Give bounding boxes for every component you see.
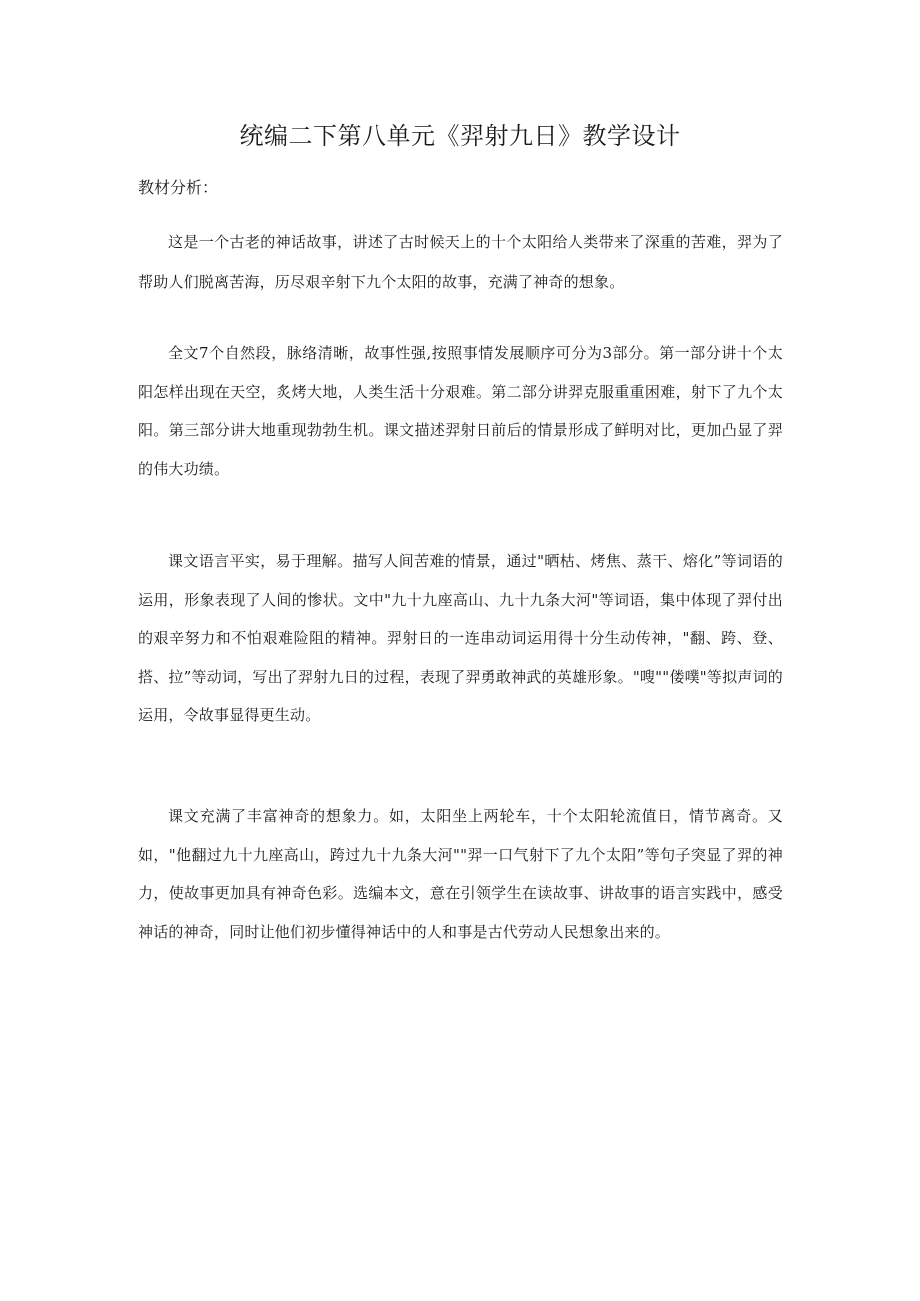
paragraph-4: 课文充满了丰富神奇的想象力。如，太阳坐上两轮车，十个太阳轮流值日，情节离奇。又如，"他翻过九十九座高山，跨过九十九条大河""羿一口气射下了九个太阳”等句子突显了羿的神力，使故事更加具有神奇色彩。选编本文，意在引领学生在读故事、讲故事的语言实践中，感受神话的神奇，同时让他们初步懂得神话中的人和事是古代劳动人民想象出来的。 bbox=[138, 807, 783, 941]
paragraph-1: 这是一个古老的神话故事，讲述了古时候天上的十个太阳给人类带来了深重的苦难，羿为了帮助人们脱离苦海，历尽艰辛射下九个太阳的故事，充满了神奇的想象。 bbox=[138, 233, 783, 291]
paragraph-3: 课文语言平实，易于理解。描写人间苦难的情景，通过"晒枯、烤焦、蒸干、熔化”等词语的运用，形象表现了人间的惨状。文中"九十九座高山、九十九条大河"等词语，集中体现了羿付出的艰辛努力和不怕艰难险阻的精神。羿射日的一连串动词运用得十分生动传神，"翻、跨、登、搭、拉”等动词，写出了羿射九日的过程，表现了羿勇敢神武的英雄形象。"嗖""偻噗"等拟声词的运用，令故事显得更生动。 bbox=[138, 552, 783, 724]
paragraph-2: 全文7个自然段，脉络清晰，故事性强,按照事情发展顺序可分为3部分。第一部分讲十个太阳怎样出现在天空，炙烤大地，人类生活十分艰难。第二部分讲羿克服重重困难，射下了九个太阳。第三部分讲大地重现勃勃生机。课文描述羿射日前后的情景形成了鲜明对比，更加凸显了羿的伟大功绩。 bbox=[138, 344, 783, 478]
section-heading-textbook-analysis: 教材分析： bbox=[138, 178, 219, 197]
document-title: 统编二下第八单元《羿射九日》教学设计 bbox=[239, 122, 681, 150]
